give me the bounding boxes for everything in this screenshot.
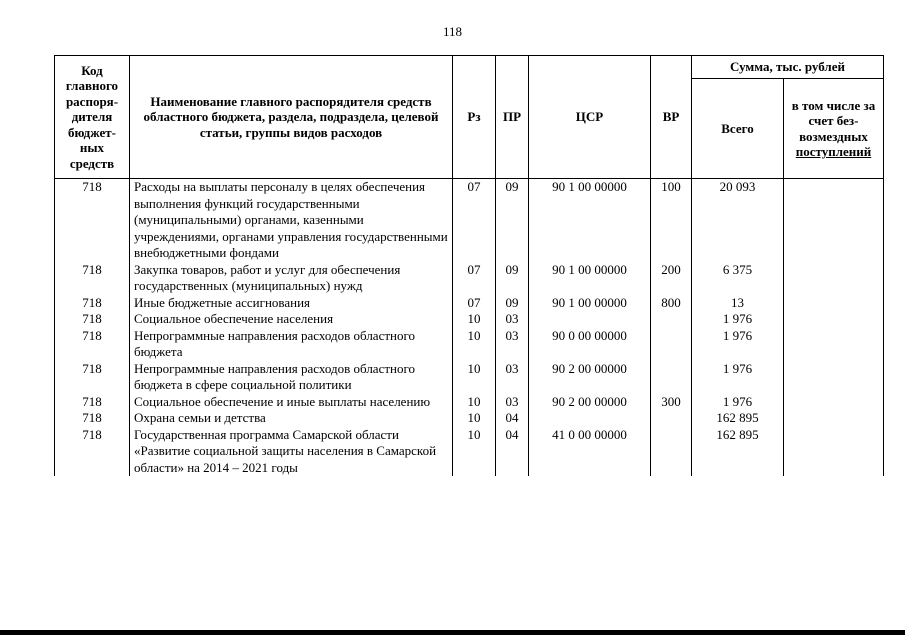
cell-pr: 03 — [496, 311, 529, 328]
cell-name: Закупка товаров, работ и услуг для обеспечения государственных (муниципальных) нужд — [130, 262, 453, 295]
cell-vr — [651, 311, 692, 328]
cell-csr: 90 0 00 00000 — [529, 328, 651, 361]
table-row — [55, 394, 884, 411]
cell-name: Охрана семьи и детства — [130, 410, 453, 427]
cell-vr — [651, 328, 692, 361]
cell-total: 1 976 — [692, 311, 784, 328]
cell-total: 162 895 — [692, 410, 784, 427]
cell-pr: 09 — [496, 262, 529, 295]
cell-csr: 90 2 00 00000 — [529, 361, 651, 394]
cell-name: Социальное обеспечение населения — [130, 311, 453, 328]
cell-pr: 09 — [496, 295, 529, 312]
header-pr: ПР — [496, 56, 529, 179]
cell-vr: 100 — [651, 179, 692, 262]
table-row — [55, 328, 884, 361]
cell-vr: 300 — [651, 394, 692, 411]
cell-vr — [651, 361, 692, 394]
cell-rz: 10 — [453, 394, 496, 411]
cell-rz: 10 — [453, 410, 496, 427]
header-sum: Сумма, тыс. рублей — [692, 56, 884, 79]
cell-rz: 10 — [453, 328, 496, 361]
cell-pr: 09 — [496, 179, 529, 262]
cell-code: 718 — [55, 427, 130, 477]
cell-including — [784, 295, 884, 312]
cell-including — [784, 427, 884, 477]
cell-rz: 10 — [453, 311, 496, 328]
cell-total: 1 976 — [692, 328, 784, 361]
cell-code: 718 — [55, 394, 130, 411]
cell-csr — [529, 410, 651, 427]
table-row — [55, 179, 884, 262]
cell-name: Социальное обеспечение и иные выплаты населению — [130, 394, 453, 411]
cell-pr: 03 — [496, 361, 529, 394]
cell-name: Расходы на выплаты персоналу в целях обеспечения выполнения функций государственными (муниципальными) органами, казенными учреждениями, органами управления государственными внебюджетными фондами — [130, 179, 453, 262]
cell-code: 718 — [55, 311, 130, 328]
header-csr: ЦСР — [529, 56, 651, 179]
cell-vr: 800 — [651, 295, 692, 312]
header-name: Наименование главного распорядителя средств областного бюджета, раздела, подраздела, целевой статьи, группы видов расходов — [130, 56, 453, 179]
cell-total: 1 976 — [692, 394, 784, 411]
cell-rz: 07 — [453, 179, 496, 262]
table-row — [55, 427, 884, 477]
cell-total: 162 895 — [692, 427, 784, 477]
cell-total: 1 976 — [692, 361, 784, 394]
cell-code: 718 — [55, 328, 130, 361]
cell-including — [784, 262, 884, 295]
cell-rz: 10 — [453, 427, 496, 477]
cell-csr: 90 1 00 00000 — [529, 295, 651, 312]
header-rz: Рз — [453, 56, 496, 179]
cell-csr: 90 2 00 00000 — [529, 394, 651, 411]
cell-csr — [529, 311, 651, 328]
cell-pr: 03 — [496, 394, 529, 411]
header-total: Всего — [692, 79, 784, 179]
table-row — [55, 262, 884, 295]
header-code: Код главного распоря-дителя бюджет-ных средств — [55, 56, 130, 179]
cell-including — [784, 328, 884, 361]
cell-code: 718 — [55, 410, 130, 427]
cell-total: 13 — [692, 295, 784, 312]
cell-including — [784, 410, 884, 427]
cell-vr — [651, 410, 692, 427]
cell-pr: 04 — [496, 410, 529, 427]
cell-pr: 03 — [496, 328, 529, 361]
cell-including — [784, 394, 884, 411]
table-row — [55, 410, 884, 427]
cell-code: 718 — [55, 179, 130, 262]
cell-code: 718 — [55, 295, 130, 312]
cell-rz: 07 — [453, 262, 496, 295]
cell-vr — [651, 427, 692, 477]
budget-table — [54, 55, 884, 476]
cell-including — [784, 179, 884, 262]
cell-name: Непрограммные направления расходов областного бюджета в сфере социальной политики — [130, 361, 453, 394]
cell-rz: 10 — [453, 361, 496, 394]
cell-rz: 07 — [453, 295, 496, 312]
header-including-label: в том числе за счет без-возмездных — [791, 97, 876, 144]
page-number: 118 — [442, 24, 463, 39]
table-row — [55, 361, 884, 394]
table-row — [55, 311, 884, 328]
header-including — [784, 79, 884, 179]
page-bottom-border — [0, 630, 905, 635]
header-including-underlined: поступлений — [795, 144, 872, 159]
cell-csr: 41 0 00 00000 — [529, 427, 651, 477]
cell-total: 20 093 — [692, 179, 784, 262]
cell-including — [784, 311, 884, 328]
cell-name: Непрограммные направления расходов областного бюджета — [130, 328, 453, 361]
cell-vr: 200 — [651, 262, 692, 295]
header-vr: ВР — [651, 56, 692, 179]
table-body — [55, 179, 884, 477]
cell-pr: 04 — [496, 427, 529, 477]
cell-csr: 90 1 00 00000 — [529, 262, 651, 295]
cell-name: Иные бюджетные ассигнования — [130, 295, 453, 312]
cell-including — [784, 361, 884, 394]
cell-csr: 90 1 00 00000 — [529, 179, 651, 262]
cell-total: 6 375 — [692, 262, 784, 295]
cell-code: 718 — [55, 361, 130, 394]
cell-code: 718 — [55, 262, 130, 295]
cell-name: Государственная программа Самарской области «Развитие социальной защиты населения в Самарской области» на 2014 – 2021 годы — [130, 427, 453, 477]
table-row — [55, 295, 884, 312]
